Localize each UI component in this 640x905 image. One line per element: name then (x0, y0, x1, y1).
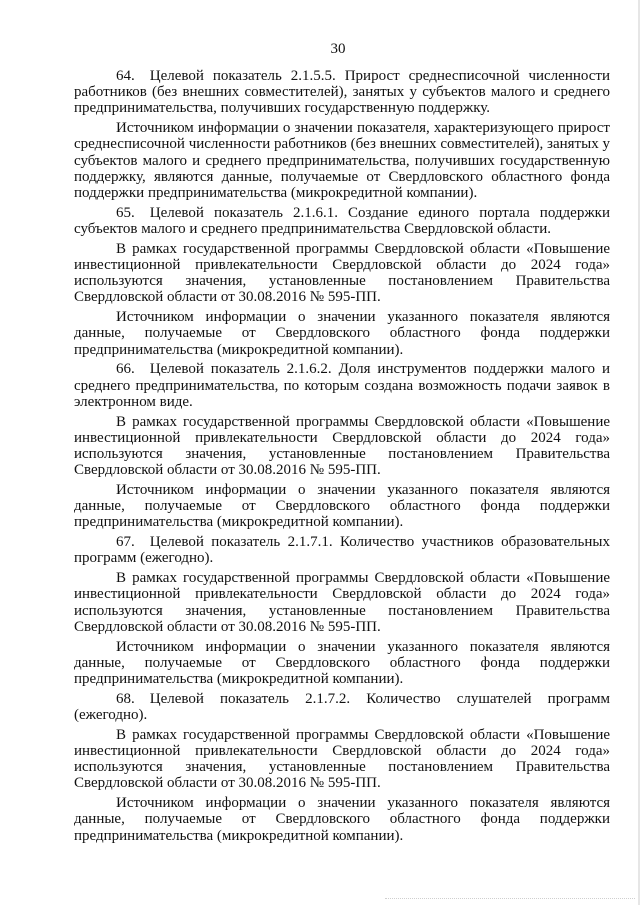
paragraph-66-program: В рамках государственной программы Свердловской области «Повышение инвестиционной привлекательности Свердловской области до 2024 года» используются значения, установленные постановлением Правительства Свердловской области от 30.08.2016 № 595-ПП. (74, 413, 610, 479)
page-number: 30 (330, 41, 346, 57)
scan-artifact-line (385, 898, 635, 900)
paragraph-66-source: Источником информации о значении указанного показателя являются данные, получаемые от Свердловского областного фонда поддержки предпринимательства (микрокредитной компании). (74, 482, 610, 531)
paragraph-64-title: 64. Целевой показатель 2.1.5.5. Прирост среднесписочной численности работников (без внешних совместителей), занятых у субъектов малого и среднего предпринимательства, получивших государственную поддержку. (74, 68, 610, 117)
paragraph-67-source: Источником информации о значении указанного показателя являются данные, получаемые от Свердловского областного фонда поддержки предпринимательства (микрокредитной компании). (74, 638, 610, 688)
paragraph-68-program: В рамках государственной программы Свердловской области «Повышение инвестиционной привлекательности Свердловской области до 2024 года» используются значения, установленные постановлением Правительства Свердловской области от 30.08.2016 № 595-ПП. (74, 726, 610, 792)
paragraph-68-source: Источником информации о значении указанного показателя являются данные, получаемые от Свердловского областного фонда поддержки предпринимательства (микрокредитной компании). (74, 795, 610, 844)
paragraph-65-program: В рамках государственной программы Свердловской области «Повышение инвестиционной привлекательности Свердловской области до 2024 года» используются значения, установленные постановлением Правительства Свердловской области от 30.08.2016 № 595-ПП. (74, 240, 610, 306)
paragraph-67-program: В рамках государственной программы Свердловской области «Повышение инвестиционной привлекательности Свердловской области до 2024 года» используются значения, установленные постановлением Правительства Свердловской области от 30.08.2016 № 595-ПП. (74, 570, 610, 635)
paragraph-67-title: 67. Целевой показатель 2.1.7.1. Количество участников образовательных программ (ежегодно). (74, 534, 610, 567)
paragraph-65-source: Источником информации о значении указанного показателя являются данные, получаемые от Свердловского областного фонда поддержки предпринимательства (микрокредитной компании). (74, 309, 610, 358)
paragraph-65-title: 65. Целевой показатель 2.1.6.1. Создание единого портала поддержки субъектов малого и среднего предпринимательства Свердловской области. (74, 204, 610, 238)
paragraph-66-title: 66. Целевой показатель 2.1.6.2. Доля инструментов поддержки малого и среднего предпринимательства, по которым создана возможность подачи заявок в электронном виде. (74, 361, 610, 410)
paragraph-68-title: 68. Целевой показатель 2.1.7.2. Количество слушателей программ (ежегодно). (74, 690, 610, 724)
paragraph-64-source: Источником информации о значении показателя, характеризующего прирост среднесписочной численности работников (без внешних совместителей), занятых у субъектов малого и среднего предпринимательства, получивших государственную поддержку, являются данные, получаемые от Свердловского областного фонда поддержки предпринимательства (микрокредитной компании). (74, 120, 610, 202)
